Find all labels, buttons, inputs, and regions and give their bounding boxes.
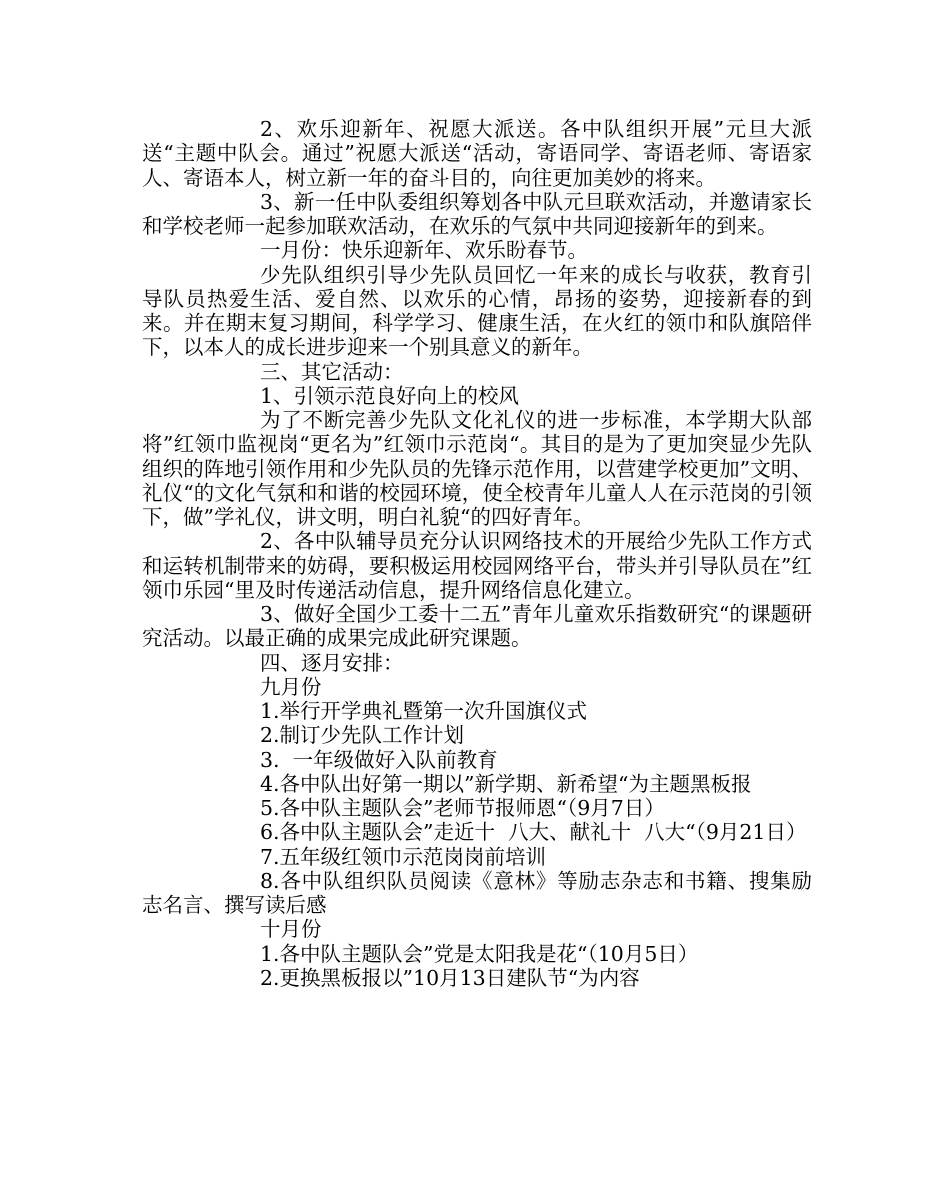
document-body (142, 117, 812, 990)
paragraph: 2、欢乐迎新年、祝愿大派送。各中队组织开展”元旦大派送“主题中队会。通过”祝愿大派送“活动，寄语同学、寄语老师、寄语家人、寄语本人，树立新一年的奋斗目的，向往更加美妙的将来。 (142, 117, 812, 190)
section-heading: 三、其它活动： (260, 359, 404, 384)
list-item: 8.各中队组织队员阅读《意林》等励志杂志和书籍、搜集励志名言、撰写读后感 (142, 868, 812, 917)
list-item: 2.制订少先队工作计划 (260, 723, 465, 748)
section-heading: 四、逐月安排： (260, 650, 404, 675)
list-item: 4.各中队出好第一期以”新学期、新希望“为主题黑板报 (260, 771, 752, 796)
list-item: 7.五年级红领巾示范岗岗前培训 (260, 844, 547, 869)
subsection-heading: 1、引领示范良好向上的校风 (260, 383, 520, 408)
list-item: 1.各中队主题队会”党是太阳我是花“（10月5日） (260, 941, 699, 966)
paragraph: 3、做好全国少工委十二五”青年儿童欢乐指数研究“的课题研究活动。以最正确的成果完成此研究课题。 (142, 602, 812, 651)
list-item: 2.更换黑板报以”10月13日建队节“为内容 (260, 965, 640, 990)
paragraph: 少先队组织引导少先队员回忆一年来的成长与收获，教育引导队员热爱生活、爱自然、以欢乐的心情，昂扬的姿势，迎接新春的到来。并在期末复习期间，科学学习、健康生活，在火红的领巾和队旗陪伴下，以本人的成长进步迎来一个别具意义的新年。 (142, 262, 812, 360)
list-item: 5.各中队主题队会”老师节报师恩“（9月7日） (260, 796, 665, 820)
paragraph: 为了不断完善少先队文化礼仪的进一步标准，本学期大队部将”红领巾监视岗“更名为”红领巾示范岗“。其目的是为了更加突显少先队组织的阵地引领作用和少先队员的先锋示范作用，以营建学校更加”文明、礼仪“的文化气氛和和谐的校园环境，使全校青年儿童人人在示范岗的引领下，做”学礼仪，讲文明，明白礼貌“的四好青年。 (142, 408, 812, 529)
paragraph: 2、各中队辅导员充分认识网络技术的开展给少先队工作方式和运转机制带来的妨碍，要积极运用校园网络平台，带头并引导队员在”红领巾乐园“里及时传递活动信息，提升网络信息化建立。 (142, 529, 812, 602)
month-heading: 十月份 (260, 917, 322, 942)
month-heading: 九月份 (260, 674, 322, 699)
list-item: 3. 一年级做好入队前教育 (260, 747, 498, 772)
list-item: 6.各中队主题队会”走近十 八大、献礼十 八大“（9月21日） (260, 820, 807, 845)
list-item: 1.举行开学典礼暨第一次升国旗仪式 (260, 699, 588, 723)
paragraph: 3、新一任中队委组织筹划各中队元旦联欢活动，并邀请家长和学校老师一起参加联欢活动，在欢乐的气氛中共同迎接新年的到来。 (142, 189, 812, 238)
section-heading: 一月份：快乐迎新年、欢乐盼春节。 (260, 238, 588, 263)
